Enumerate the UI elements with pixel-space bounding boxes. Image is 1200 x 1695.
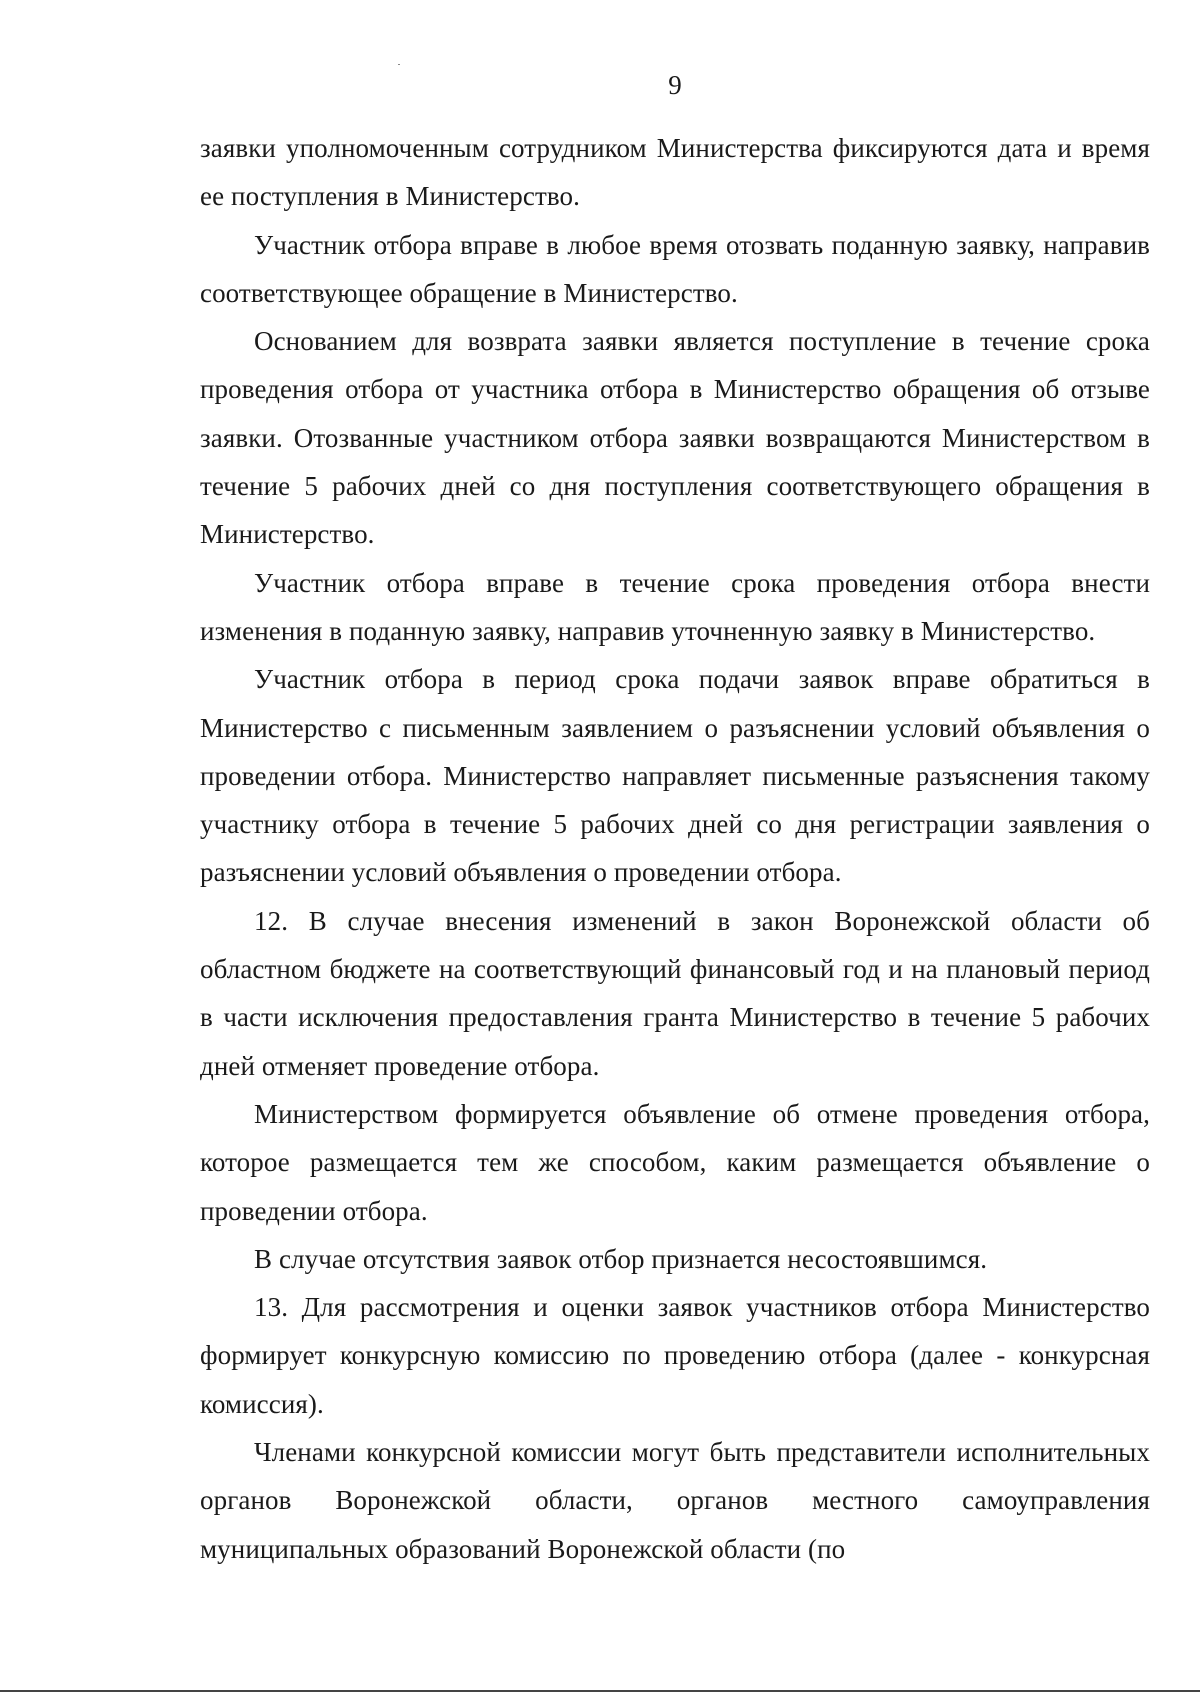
paragraph-6: 12. В случае внесения изменений в закон Воронежской области об областном бюджете на соответствующий финансовый год и на плановый период в части исключения предоставления гранта Министерство в течение 5 рабочих дней отменяет проведение отбора. [200,905,1150,1081]
page-bottom-edge [0,1690,1200,1692]
paragraph-4: Участник отбора вправе в течение срока проведения отбора внести изменения в поданную заявку, направив уточненную заявку в Министерство. [200,567,1150,646]
paragraph-5: Участник отбора в период срока подачи заявок вправе обратиться в Министерство с письменным заявлением о разъяснении условий объявления о проведении отбора. Министерство направляет письменные разъяснения такому участнику отбора в течение 5 рабочих дней со дня регистрации заявления о разъяснении условий объявления о проведении отбора. [200,664,1150,888]
page-number: 9 [668,70,682,100]
paragraph-2: Участник отбора вправе в любое время отозвать поданную заявку, направив соответствующее обращение в Министерство. [200,229,1150,308]
paragraph-9: 13. Для рассмотрения и оценки заявок участников отбора Министерство формирует конкурсную комиссию по проведению отбора (далее - конкурсная комиссия). [200,1292,1150,1419]
paragraph-3: Основанием для возврата заявки является поступление в течение срока проведения отбора от участника отбора в Министерство обращения об отзыве заявки. Отозванные участником отбора заявки возвращаются Министерством в течение 5 рабочих дней со дня поступления соответствующего обращения в Министерство. [200,326,1150,550]
paragraph-7: Министерством формируется объявление об отмене проведения отбора, которое размещается тем же способом, каким размещается объявление о проведении отбора. [200,1098,1150,1226]
paragraph-1: заявки уполномоченным сотрудником Министерства фиксируются дата и время ее поступления в Министерство. [200,133,1150,212]
document-body [200,124,1150,1573]
paragraph-8: В случае отсутствия заявок отбор признается несостоявшимся. [254,1243,988,1274]
scan-speck [398,64,400,65]
paragraph-10: Членами конкурсной комиссии могут быть представители исполнительных органов Воронежской области, органов местного самоуправления муниципальных образований Воронежской области (по [200,1437,1150,1564]
